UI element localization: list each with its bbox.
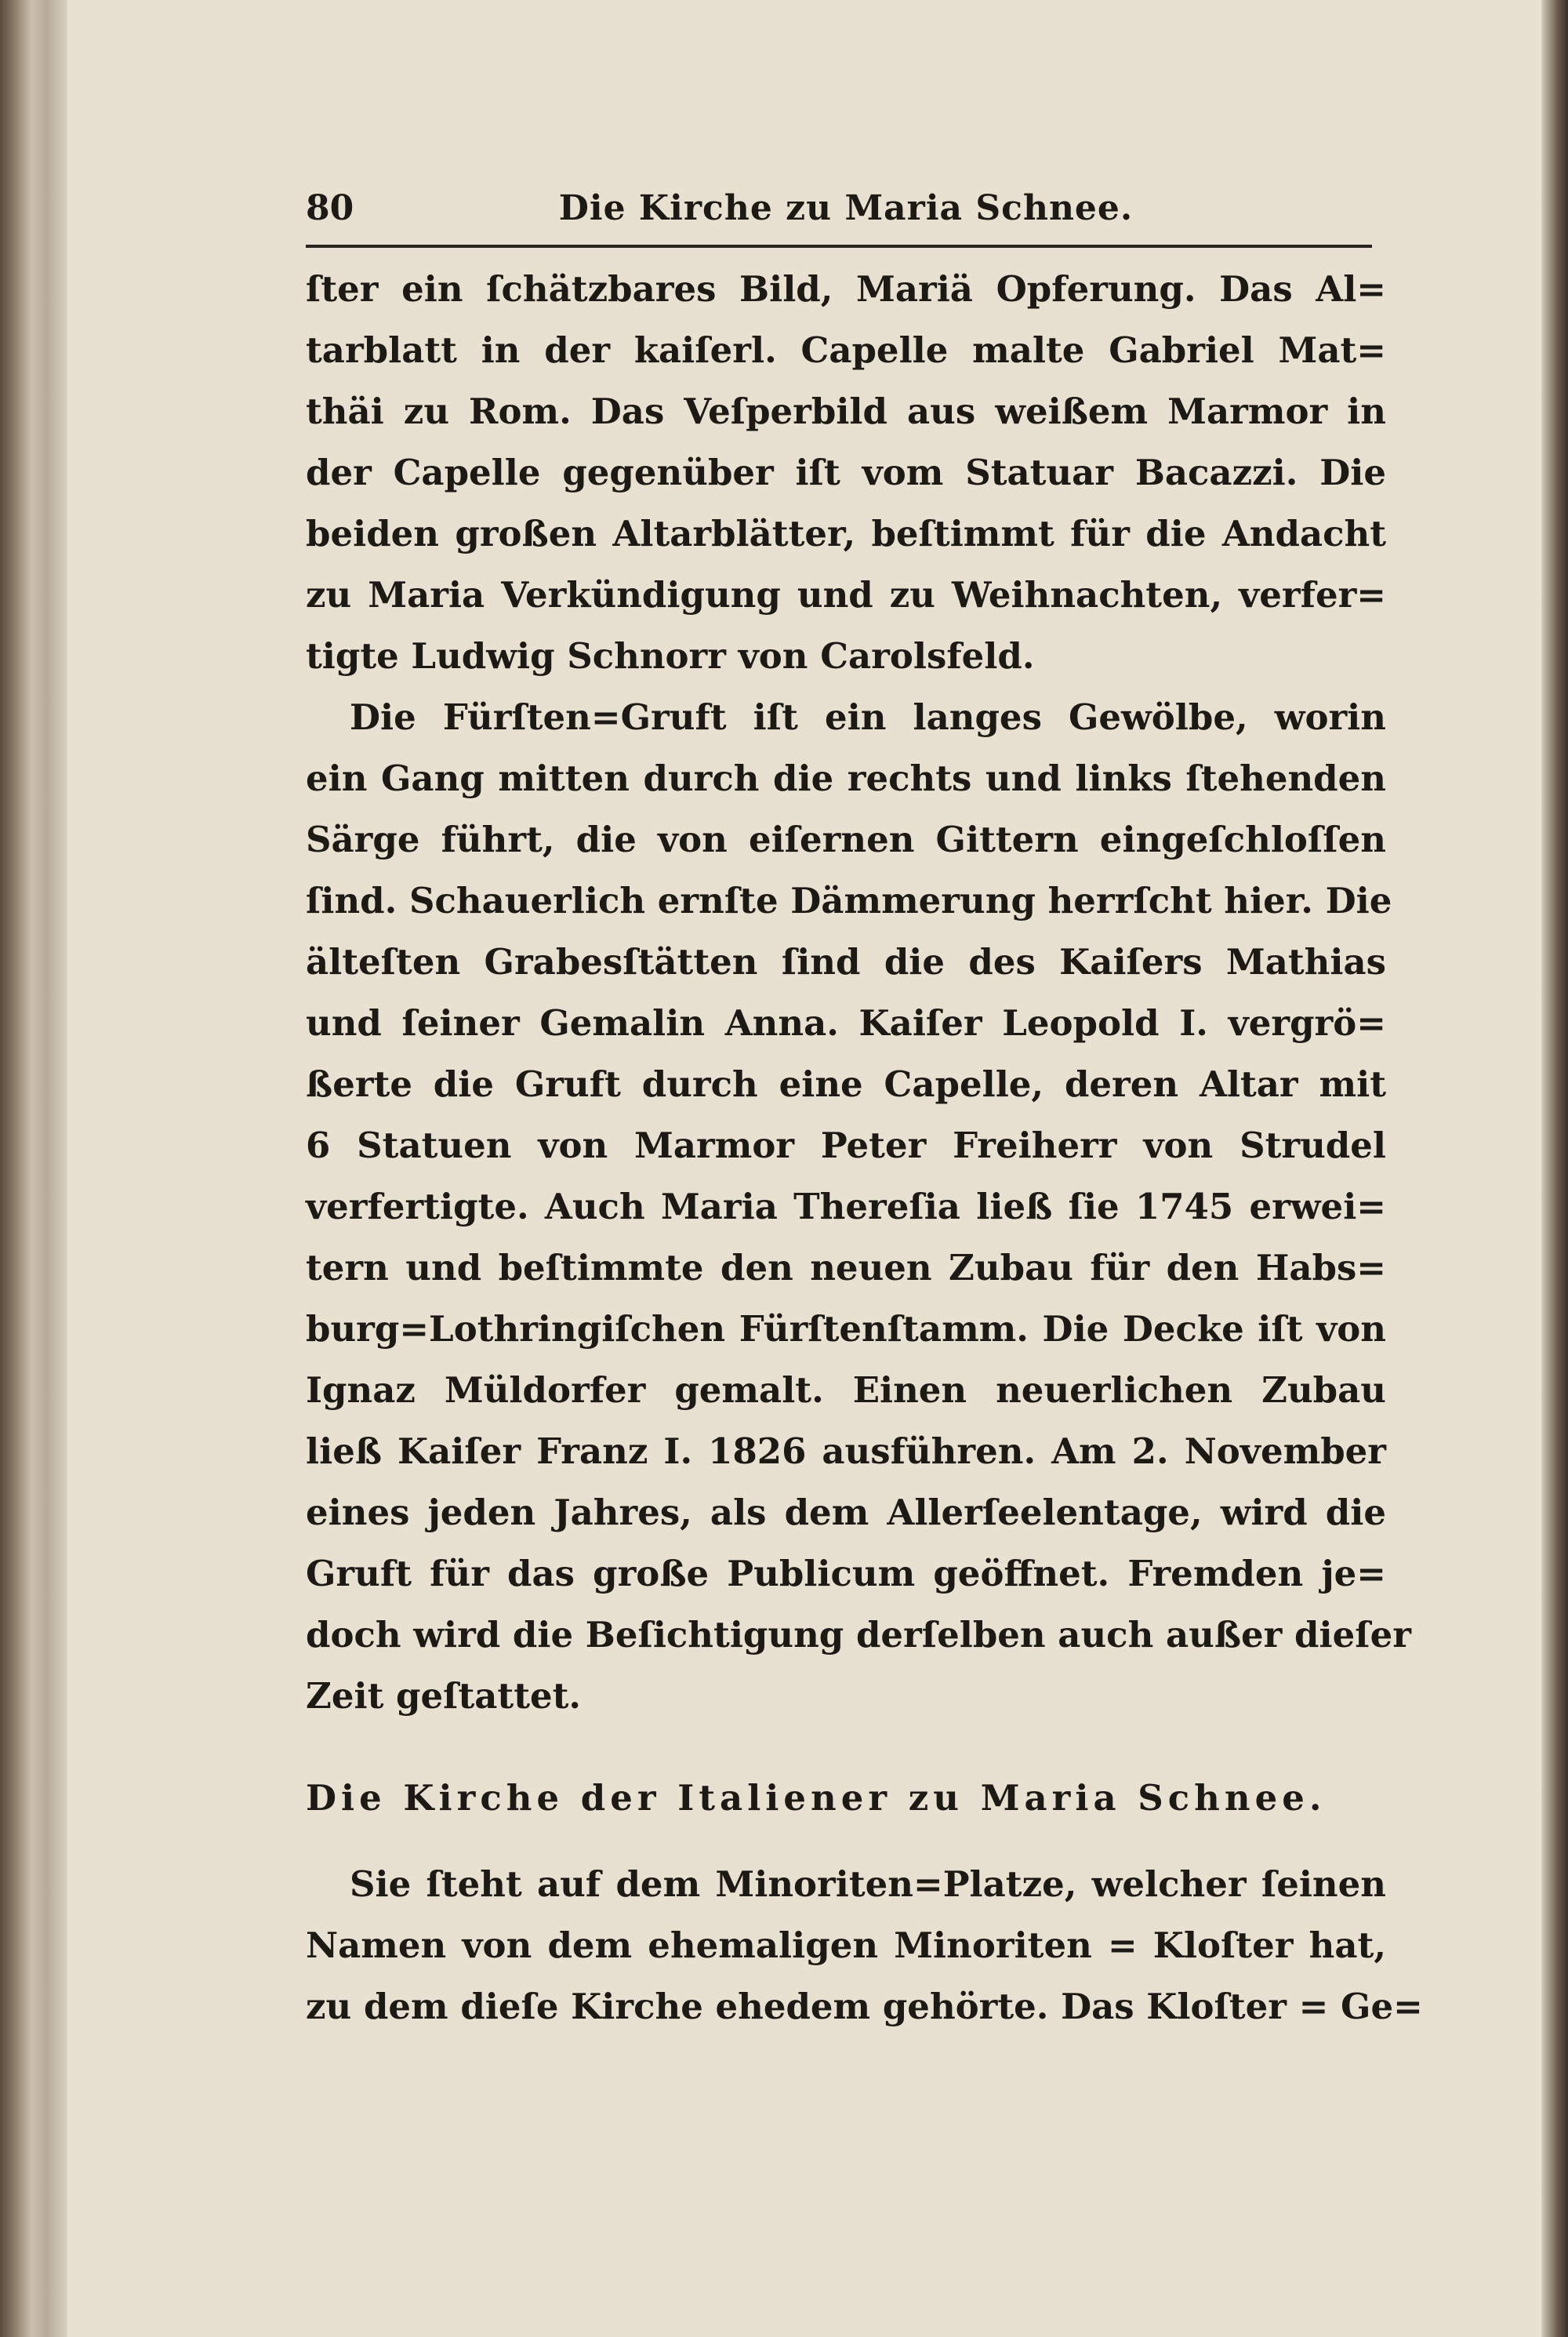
running-title: Die Kirche zu Maria Schnee. [558,188,1134,228]
text-line: zu dem dieſe Kirche ehedem gehörte. Das Kloſter = Ge= [306,1986,1423,2027]
text-line: ſind. Schauerlich ernſte Dämmerung herrſcht hier. Die [306,880,1392,921]
text-line: tigte Ludwig Schnorr von Carolsfeld. [306,635,1035,677]
text-line: Zeit geſtattet. [306,1675,582,1717]
book-binding-edge [0,0,67,2337]
text-line: der Capelle gegenüber iſt vom Statuar Bacazzi. Die [306,452,1386,493]
text-line: Die Fürſten=Gruft iſt ein langes Gewölbe, worin [350,696,1386,738]
text-line: älteſten Grabesſtätten ſind die des Kaiſers Mathias [306,941,1386,983]
text-line: eines jeden Jahres, als dem Allerſeelentage, wird die [306,1492,1386,1533]
paragraph-3 [306,1854,1423,2037]
text-line: beiden großen Altarblätter, beſtimmt für die Andacht [306,513,1386,554]
text-line: verfertigte. Auch Maria Thereſia ließ ſie 1745 erwei= [306,1186,1386,1227]
text-line: tarblatt in der kaiſerl. Capelle malte Gabriel Mat= [306,329,1386,371]
text-line: Särge führt, die von eiſernen Gittern eingeſchloſſen [306,819,1386,860]
header-rule [306,245,1372,248]
text-line: Ignaz Müldorfer gemalt. Einen neuerlichen Zubau [306,1369,1386,1411]
text-line: zu Maria Verkündigung und zu Weihnachten, verfer= [306,574,1386,616]
text-line: thäi zu Rom. Das Veſperbild aus weißem Marmor in [306,391,1386,432]
text-line: doch wird die Beſichtigung derſelben auch außer dieſer [306,1614,1411,1656]
section-heading: Die Kirche der Italiener zu Maria Schnee. [306,1777,1327,1819]
text-line: tern und beſtimmte den neuen Zubau für den Habs= [306,1247,1386,1288]
text-line: Sie ſteht auf dem Minoriten=Platze, welcher ſeinen [350,1863,1386,1905]
paragraph-1 [306,259,1386,687]
paragraph-2 [306,687,1411,1727]
text-line: und ſeiner Gemalin Anna. Kaiſer Leopold I. vergrö= [306,1002,1386,1044]
text-line: ßerte die Gruft durch eine Capelle, deren Altar mit [306,1063,1386,1105]
text-line: ließ Kaiſer Franz I. 1826 ausführen. Am 2. November [306,1430,1386,1472]
page-edge [1541,0,1568,2337]
text-line: 6 Statuen von Marmor Peter Freiherr von Strudel [306,1125,1386,1166]
text-line: Namen von dem ehemaligen Minoriten = Kloſter hat, [306,1924,1386,1966]
text-line: ſter ein ſchätzbares Bild, Mariä Opferung. Das Al= [306,268,1386,310]
text-line: burg=Lothringiſchen Fürſtenſtamm. Die Decke iſt von [306,1308,1386,1350]
running-header [306,188,1386,235]
page-body [306,259,1423,2037]
book-page [306,188,1423,2027]
text-line: ein Gang mitten durch die rechts und links ſtehenden [306,758,1386,799]
page-number: 80 [306,188,354,228]
text-line: Gruft für das große Publicum geöffnet. Fremden je= [306,1553,1386,1594]
